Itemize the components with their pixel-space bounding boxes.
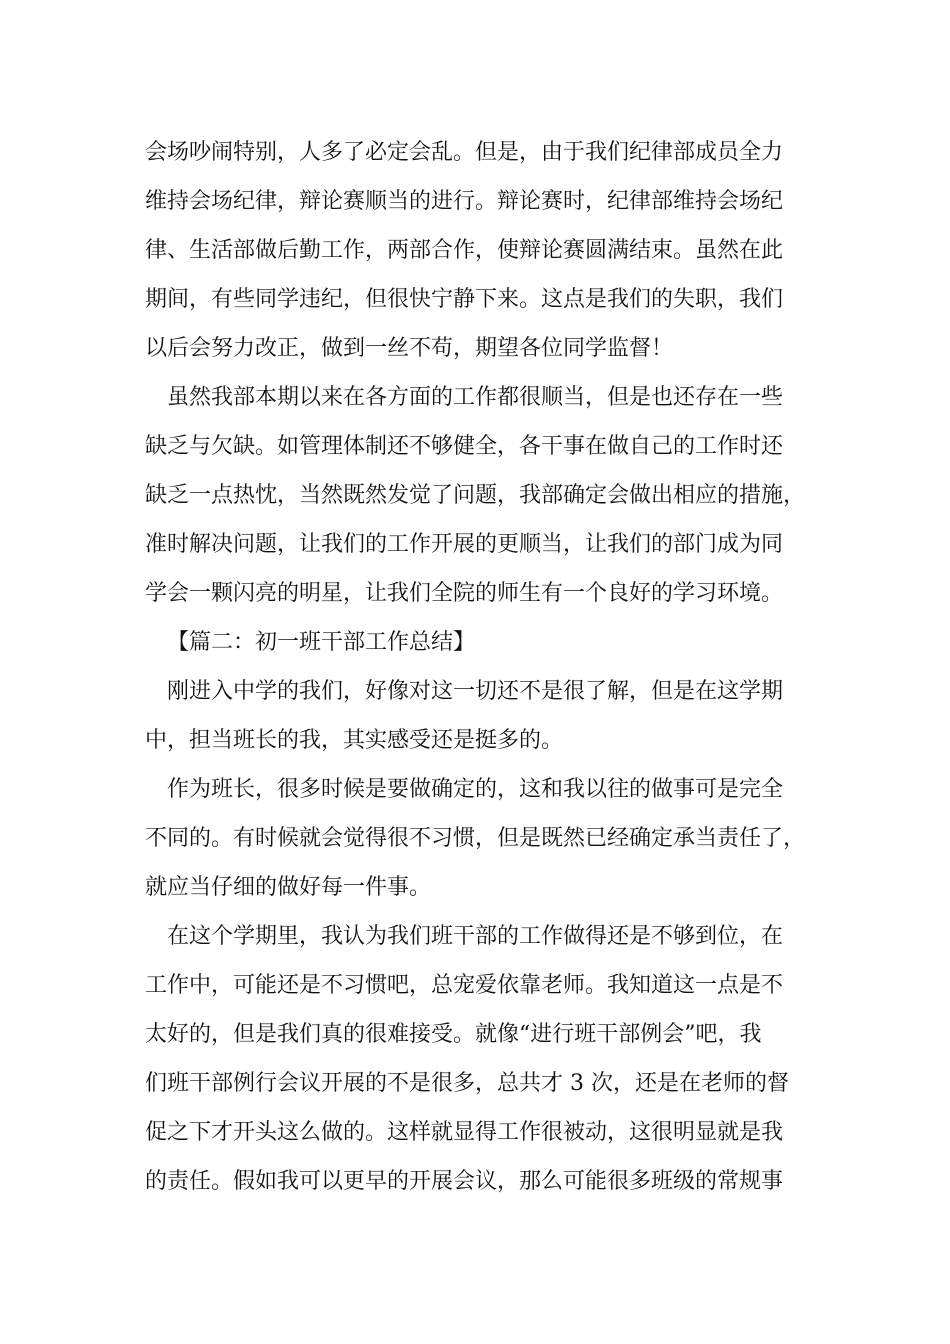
text-line: 准时解决问题，让我们的工作开展的更顺当，让我们的部门成为同: [145, 532, 784, 557]
text-line: 虽然我部本期以来在各方面的工作都很顺当，但是也还存在一些: [167, 385, 784, 410]
text-line: 期间，有些同学违纪，但很快宁静下来。这点是我们的失职，我们: [145, 287, 784, 312]
text-line: 刚进入中学的我们，好像对这一切还不是很了解，但是在这学期: [167, 679, 784, 704]
text-line: 不同的。有时候就会觉得很不习惯，但是既然已经确定承当责任了，: [145, 826, 806, 851]
text-line: 中，担当班长的我，其实感受还是挺多的。: [145, 728, 564, 753]
text-line: 们班干部例行会议开展的不是很多，总共才 3 次，还是在老师的督: [145, 1071, 789, 1096]
text-line: 作为班长，很多时候是要做确定的，这和我以往的做事可是完全: [167, 777, 784, 802]
text-line: 以后会努力改正，做到一丝不苟，期望各位同学监督！: [145, 336, 674, 361]
text-line: 维持会场纪律，辩论赛顺当的进行。辩论赛时，纪律部维持会场纪: [145, 189, 784, 214]
text-line: 促之下才开头这么做的。这样就显得工作很被动，这很明显就是我: [145, 1120, 784, 1145]
text-line: 工作中，可能还是不习惯吧，总宠爱依靠老师。我知道这一点是不: [145, 973, 784, 998]
section-heading: 【篇二：初一班干部工作总结】: [167, 630, 476, 655]
text-line: 会场吵闹特别，人多了必定会乱。但是，由于我们纪律部成员全力: [145, 140, 784, 165]
text-line: 缺乏与欠缺。如管理体制还不够健全，各干事在做自己的工作时还: [145, 434, 784, 459]
text-line: 学会一颗闪亮的明星，让我们全院的师生有一个良好的学习环境。: [145, 581, 784, 606]
text-line: 律、生活部做后勤工作，两部合作，使辩论赛圆满结束。虽然在此: [145, 238, 784, 263]
text-line: 在这个学期里，我认为我们班干部的工作做得还是不够到位，在: [167, 924, 784, 949]
document-body: [145, 128, 825, 1206]
text-line: 的责任。假如我可以更早的开展会议，那么可能很多班级的常规事: [145, 1169, 784, 1194]
text-line: 缺乏一点热忱，当然既然发觉了问题，我部确定会做出相应的措施，: [145, 483, 806, 508]
text-line: 就应当仔细的做好每一件事。: [145, 875, 432, 900]
text-line: 太好的，但是我们真的很难接受。就像“进行班干部例会”吧，我: [145, 1022, 762, 1047]
